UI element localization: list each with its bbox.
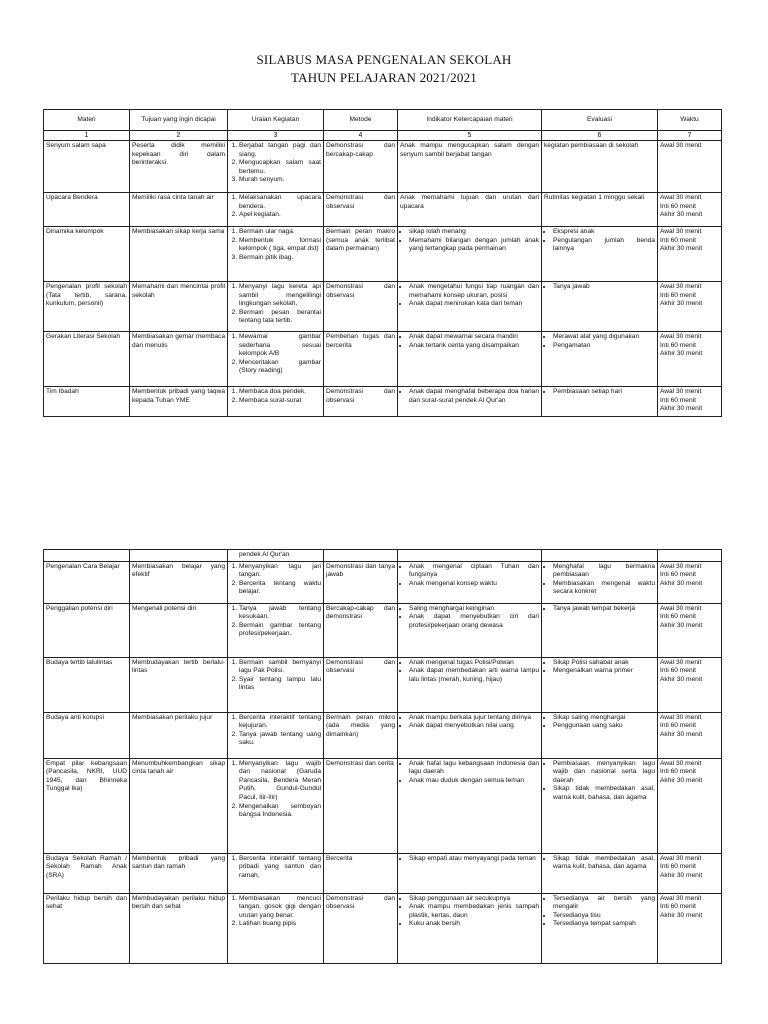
materi-cell: Tim Ibadah	[44, 387, 130, 417]
document-subtitle: TAHUN PELAJARAN 2021/2021	[291, 70, 477, 85]
evaluasi-cell	[542, 893, 658, 963]
indikator-item: • Anak dapat menghafal beberapa doa harian dan surat-surat pendek Al Qur'an	[409, 388, 539, 405]
metode-cell: Bermain peran makro (semua anak terlibat dalam permainan)	[324, 227, 398, 282]
indikator-cell	[398, 853, 542, 893]
uraian-item: 3. Bermain pitik ibag.	[239, 254, 321, 263]
materi-cell: Upacara Bendera	[44, 193, 130, 227]
indikator-item: • Anak dapat menyebutkan ciri dari profesi/pekerjaan orang dewasa	[409, 613, 539, 630]
evaluasi-cell	[542, 853, 658, 893]
evaluasi-item: • Tersedianya tempat sampah	[553, 920, 655, 929]
uraian-cell	[228, 853, 324, 893]
evaluasi-cell	[542, 193, 658, 227]
tujuan-cell: Memahami dan mencintai profil sekolah	[130, 282, 228, 332]
indikator-item: • Anak hafal lagu kebangsaan Indonesia dan lagu daerah	[409, 760, 539, 777]
tujuan-cell: Membudayakan tertib berlalu-lintas	[130, 657, 228, 712]
indikator-item: • Sikap empati atau menyayangi pada teman	[409, 855, 539, 864]
uraian-list	[230, 142, 321, 185]
uraian-cell	[228, 332, 324, 387]
header-metode: Metode	[324, 110, 398, 131]
uraian-item: 2. Bermain gambar tentang profesi/pekerjaan.	[239, 622, 321, 639]
uraian-item: 1. Tanya jawab tentang kesukaan.	[239, 605, 321, 622]
uraian-item: 1. Menyanyi lagu kereta api sambil mengelilingi lingkungan sekolah,	[239, 283, 321, 309]
waktu-line: Inti 60 menit	[660, 613, 696, 621]
indikator-cell	[398, 141, 542, 193]
waktu-line: Akhir 30 menit	[660, 675, 703, 683]
evaluasi-item: • Sikap Polisi sahabat anak	[553, 659, 655, 668]
tujuan-cell: Membiasakan belajar yang efektif	[130, 561, 228, 603]
tujuan-cell: Membiasakan gemar membaca dan menulis	[130, 332, 228, 387]
uraian-cell	[228, 712, 324, 758]
document-title: SILABUS MASA PENGENALAN SEKOLAH	[256, 52, 512, 67]
uraian-cell	[228, 227, 324, 282]
waktu-line: Inti 60 menit	[660, 571, 696, 579]
evaluasi-item: • Tanya jawab	[553, 283, 655, 292]
materi-cell: Perilaku hidup bersih dan sehat	[44, 893, 130, 963]
evaluasi-item: • Penggunaan uang saku	[553, 722, 655, 731]
tujuan-cell: Membentuk pribadi yang taqwa kepada Tuhan YME	[130, 387, 228, 417]
waktu-cell	[658, 893, 722, 963]
uraian-item: 2. Syair tentang lampu lalu lintas	[239, 676, 321, 693]
header-materi: Materi	[44, 110, 130, 131]
waktu-line: Awal 30 menit	[660, 194, 702, 201]
materi-cell: Senyum salam sapa	[44, 141, 130, 193]
indikator-list	[400, 388, 539, 405]
materi-cell: Budaya tertib lalulintas	[44, 657, 130, 712]
syllabus-table-page-1	[43, 109, 722, 417]
tujuan-cell: Membudayakan perilaku hidup bersih dan sehat	[130, 893, 228, 963]
waktu-line: Inti 60 menit	[660, 863, 696, 871]
evaluasi-item: • Sikap tidak membedakan asal, warna kulit, bahasa, dan agama	[553, 785, 655, 802]
evaluasi-item: • Pembiasaan setiap hari	[553, 388, 655, 397]
waktu-line: Inti 60 menit	[660, 903, 696, 911]
column-number: 6	[542, 131, 658, 141]
indikator-list	[400, 563, 539, 589]
uraian-item: 2. Latihan buang pipis	[239, 920, 321, 929]
uraian-item: 1. Bercerita interaktif tentang pribadi yang santun dan ramah.	[239, 855, 321, 881]
evaluasi-item: • Pembiasaan menyanyikan lagu wajib dan nasional serta lagu daerah	[553, 760, 655, 786]
waktu-line: Awal 30 menit	[660, 283, 702, 290]
evaluasi-item: • Tersedianya tisu	[553, 912, 655, 921]
uraian-cell	[228, 282, 324, 332]
evaluasi-cell	[542, 141, 658, 193]
evaluasi-cell	[542, 561, 658, 603]
uraian-list	[230, 228, 321, 262]
evaluasi-item: • Merawat alat yang digunakan	[553, 333, 655, 342]
uraian-item: 2. Bercerita tentang waktu belajar.	[239, 580, 321, 597]
indikator-item: • Anak mampu membedakan jenis sampah plastik, kertas, daun	[409, 903, 539, 920]
uraian-item: 2. Apel kegiatan.	[239, 211, 321, 220]
waktu-cell	[658, 282, 722, 332]
table-row	[44, 282, 722, 332]
evaluasi-list	[544, 388, 655, 397]
indikator-list	[400, 228, 539, 254]
uraian-item: 1. Mewarnai gambar sederhana sesuai kelompok A/B	[239, 333, 321, 359]
uraian-cell	[228, 603, 324, 657]
waktu-cell	[658, 141, 722, 193]
evaluasi-item: • Sikap tidak membedakan asal, warna kulit, bahasa, dan agama	[553, 855, 655, 872]
uraian-cell	[228, 141, 324, 193]
waktu-line: Inti 60 menit	[660, 291, 696, 299]
table-body	[44, 141, 722, 417]
indikator-list	[400, 855, 539, 864]
uraian-list	[230, 283, 321, 326]
indikator-item: • Sikap penggunaan air secukupnya	[409, 895, 539, 904]
waktu-line: Akhir 30 menit	[660, 405, 703, 413]
waktu-line: Awal 30 menit	[660, 388, 702, 395]
materi-cell: Pengenalan Cara Belajar	[44, 561, 130, 603]
uraian-item: 3. Murah senyum.	[239, 176, 321, 185]
uraian-item: 2. Tanya jawab tentang uang saku.	[239, 731, 321, 748]
waktu-cell	[658, 193, 722, 227]
materi-cell: Pengenalan profil sekolah (Tata tertib, sarana, kurikulum, personil)	[44, 282, 130, 332]
evaluasi-item: • Pengulangan jumlah benda lainnya	[553, 237, 655, 254]
evaluasi-cell	[542, 332, 658, 387]
uraian-cell	[228, 893, 324, 963]
waktu-line: Inti 60 menit	[660, 722, 696, 730]
evaluasi-cell	[542, 657, 658, 712]
uraian-list	[230, 333, 321, 376]
evaluasi-cell	[542, 387, 658, 417]
indikator-item: • sikap lolah menang	[409, 228, 539, 237]
waktu-line: Awal 30 menit	[660, 562, 702, 570]
metode-cell: Demonstrasi dan cerita	[324, 758, 398, 853]
indikator-item: • Anak dapat membedakan arti warna lampu lalu lintas (merah, kuning, hijau)	[409, 667, 539, 684]
indikator-cell	[398, 603, 542, 657]
waktu-line: Awal 30 menit	[660, 713, 702, 721]
waktu-line: Akhir 30 menit	[660, 211, 703, 219]
waktu-line: Akhir 30 menit	[660, 300, 703, 308]
indikator-line: Anak memahami tujuan dan urutan dari upacara	[400, 194, 539, 210]
evaluasi-list	[544, 855, 655, 872]
indikator-item: • Saling menghargai keinginan	[409, 605, 539, 614]
uraian-item: 1. Menyanyikan lagu jari tangan.	[239, 563, 321, 580]
table-row	[44, 332, 722, 387]
uraian-list	[230, 605, 321, 639]
tujuan-cell: Menumbuhkembangkan sikap cinta tanah air	[130, 758, 228, 853]
uraian-list	[230, 760, 321, 820]
waktu-line: Inti 60 menit	[660, 202, 696, 210]
uraian-item: 1. Membaca doa pendek.	[239, 388, 321, 397]
evaluasi-list	[544, 895, 655, 929]
indikator-list	[400, 333, 539, 350]
table-row	[44, 657, 722, 712]
materi-cell: Budaya anti korupsi	[44, 712, 130, 758]
table-body	[44, 550, 722, 964]
waktu-line: Awal 30 menit	[660, 759, 702, 767]
tujuan-cell: Mengenali potensi diri	[130, 603, 228, 657]
indikator-cell	[398, 387, 542, 417]
materi-cell: Budaya Sekolah Ramah / Sekolah Ramah Anak (SRA)	[44, 853, 130, 893]
indikator-item: • Kuku anak bersih	[409, 920, 539, 929]
waktu-line: Akhir 30 menit	[660, 579, 703, 587]
indikator-item: • Anak mengetahui fungsi tiap ruangan dan memahami konsep ukuran, posisi	[409, 283, 539, 300]
tujuan-cell: Membentuk pribadi yang santun dan ramah	[130, 853, 228, 893]
materi-cell: Dinamika kelompok	[44, 227, 130, 282]
metode-cell: Bercakap-cakap dan demonstrasi	[324, 603, 398, 657]
table-row	[44, 141, 722, 193]
materi-cell: Empat pilar kebangsaan (Pancasila, NKRI, UUD 1945, dan Bhinneka Tunggal Ika)	[44, 758, 130, 853]
indikator-item: • Anak dapat menirukan kata dari teman	[409, 300, 539, 309]
evaluasi-cell	[542, 227, 658, 282]
metode-cell: Bermain peran mikro (ada media yang dimainkan)	[324, 712, 398, 758]
evaluasi-list	[544, 659, 655, 676]
waktu-line: Inti 60 menit	[660, 396, 696, 404]
waktu-cell	[658, 712, 722, 758]
waktu-line: Awal 30 menit	[660, 333, 702, 340]
indikator-list	[400, 605, 539, 631]
column-number: 2	[130, 131, 228, 141]
header-evaluasi: Evaluasi	[542, 110, 658, 131]
uraian-item: 2. Menceritakan gambar (Story reading)	[239, 359, 321, 376]
indikator-item: • Anak mau duduk dengan semua teman	[409, 777, 539, 786]
waktu-line: Akhir 30 menit	[660, 776, 703, 784]
uraian-cell	[228, 193, 324, 227]
indikator-list	[400, 659, 539, 685]
waktu-line: Awal 30 menit	[660, 142, 702, 149]
table-row	[44, 853, 722, 893]
metode-cell: Demonstrasi dan observasi	[324, 387, 398, 417]
metode-cell: Pemberian tugas dan bercerita	[324, 332, 398, 387]
indikator-cell	[398, 282, 542, 332]
waktu-cell	[658, 603, 722, 657]
continuation-row	[44, 550, 722, 562]
column-number: 1	[44, 131, 130, 141]
uraian-cell	[228, 758, 324, 853]
waktu-line: Awal 30 menit	[660, 854, 702, 862]
waktu-line: Awal 30 menit	[660, 894, 702, 902]
evaluasi-list	[544, 605, 655, 614]
evaluasi-line: kegiatan pembiasaan di sekolah	[544, 142, 639, 149]
uraian-item: 1. Menyanyikan lagu wajib dan nasional (Garuda Pancasila, Bendera Merah Putih, Gundul-Gundul Pacul, Ilir-Ilir)	[239, 760, 321, 803]
table-row	[44, 712, 722, 758]
continuation-text: pendek Al Qur'an	[228, 550, 324, 562]
header-indikator: Indikator Ketercapaian materi	[398, 110, 542, 131]
uraian-list	[230, 714, 321, 748]
uraian-item: 2. Membentuk formasi kelompok ( tiga, empat dst)	[239, 237, 321, 254]
column-number: 5	[398, 131, 542, 141]
evaluasi-list	[544, 563, 655, 597]
header-row	[44, 110, 722, 131]
uraian-item: 2. Membaca surat-surat	[239, 397, 321, 406]
evaluasi-line: Rutinitas kegiatan 1 minggu sekali	[544, 194, 645, 201]
syllabus-table-page-2	[43, 549, 722, 964]
indikator-item: • Anak mampu berkata jujur tentang dirinya	[409, 714, 539, 723]
indikator-list	[400, 895, 539, 929]
uraian-list	[230, 659, 321, 693]
uraian-item: 2. Bermain pesan berantai tentang tata tertib.	[239, 309, 321, 326]
table-row	[44, 603, 722, 657]
evaluasi-cell	[542, 603, 658, 657]
waktu-line: Akhir 30 menit	[660, 621, 703, 629]
evaluasi-list	[544, 333, 655, 350]
indikator-list	[400, 760, 539, 786]
indikator-cell	[398, 227, 542, 282]
uraian-item: 1. Bercerita interaktif tentang kejujuran.	[239, 714, 321, 731]
waktu-line: Akhir 30 menit	[660, 350, 703, 358]
indikator-list	[400, 714, 539, 731]
evaluasi-item: • Menghafal lagu bermakna pembiasaan	[553, 563, 655, 580]
indikator-list	[400, 283, 539, 309]
waktu-line: Inti 60 menit	[660, 341, 696, 349]
indikator-item: • Anak dapat mewarnai secara mandiri	[409, 333, 539, 342]
waktu-cell	[658, 561, 722, 603]
tujuan-cell: Membiasakan perilaku jujur	[130, 712, 228, 758]
waktu-cell	[658, 853, 722, 893]
evaluasi-item: • Sikap saling menghargai	[553, 714, 655, 723]
waktu-cell	[658, 657, 722, 712]
waktu-line: Awal 30 menit	[660, 228, 702, 235]
uraian-cell	[228, 657, 324, 712]
uraian-item: 1. Berjabat tangan pagi dan siang.	[239, 142, 321, 159]
evaluasi-cell	[542, 758, 658, 853]
table-row	[44, 561, 722, 603]
header-waktu: Waktu	[658, 110, 722, 131]
waktu-line: Akhir 30 menit	[660, 245, 703, 253]
indikator-item: • Anak mengenal konsep waktu	[409, 580, 539, 589]
table-row	[44, 227, 722, 282]
waktu-line: Inti 60 menit	[660, 236, 696, 244]
metode-cell: Bercerita	[324, 853, 398, 893]
uraian-item: 1. Melaksanakan upacara bendera.	[239, 194, 321, 211]
uraian-cell	[228, 387, 324, 417]
metode-cell: Demonstrasi dan observasi	[324, 193, 398, 227]
evaluasi-list	[544, 283, 655, 292]
waktu-line: Akhir 30 menit	[660, 730, 703, 738]
uraian-item: 1. Membiasakan mencuci tangan, gosok gigi dengan urutan yang benar.	[239, 895, 321, 921]
waktu-line: Inti 60 menit	[660, 768, 696, 776]
tujuan-cell: Memiliki rasa cinta tanah air	[130, 193, 228, 227]
evaluasi-item: • Tanya jawab tempat bekerja	[553, 605, 655, 614]
column-number: 4	[324, 131, 398, 141]
uraian-item: 1. Bermain ular naga.	[239, 228, 321, 237]
waktu-line: Inti 60 menit	[660, 667, 696, 675]
header-tujuan: Tujuan yang ingin dicapai	[130, 110, 228, 131]
indikator-item: • Anak mengenal ciptaan Tuhan dan fungsinya	[409, 563, 539, 580]
header-uraian: Uraian Kegiatan	[228, 110, 324, 131]
evaluasi-cell	[542, 712, 658, 758]
uraian-item: 2. Mengucapkan salam saat bertemu.	[239, 159, 321, 176]
waktu-line: Awal 30 menit	[660, 658, 702, 666]
indikator-item: • Anak tertarik cerita yang disampaikan	[409, 342, 539, 351]
indikator-cell	[398, 561, 542, 603]
metode-cell: Demonstrasi dan tanya jawab	[324, 561, 398, 603]
indikator-item: • Memahami bilangan dengan jumlah anak yang tertangkap pada permainan	[409, 237, 539, 254]
indikator-cell	[398, 193, 542, 227]
uraian-list	[230, 388, 321, 405]
table-row	[44, 387, 722, 417]
evaluasi-item: • Ekspresi anak	[553, 228, 655, 237]
evaluasi-item: • Tersedianya air bersih yang mengalir	[553, 895, 655, 912]
uraian-cell	[228, 561, 324, 603]
indikator-cell	[398, 712, 542, 758]
uraian-list	[230, 855, 321, 881]
materi-cell: Penggalian potensi diri	[44, 603, 130, 657]
uraian-list	[230, 194, 321, 220]
indikator-cell	[398, 893, 542, 963]
materi-cell: Gerakan Literasi Sekolah	[44, 332, 130, 387]
metode-cell: Demonstrasi dan bercakap-cakap	[324, 141, 398, 193]
metode-cell: Demonstrasi dan observasi	[324, 657, 398, 712]
column-number: 3	[228, 131, 324, 141]
indikator-item: • Anak mengenal tugas Polisi/Polwan	[409, 659, 539, 668]
evaluasi-list	[544, 228, 655, 254]
uraian-list	[230, 563, 321, 597]
waktu-line: Akhir 30 menit	[660, 911, 703, 919]
table-row	[44, 193, 722, 227]
evaluasi-item: • Membiasakan mengenal waktu secara konkret	[553, 580, 655, 597]
column-number-row	[44, 131, 722, 141]
indikator-cell	[398, 657, 542, 712]
tujuan-cell: Membiasakan sikap kerja sama	[130, 227, 228, 282]
evaluasi-list	[544, 760, 655, 803]
indikator-line: Anak mampu mengucapkan salam dengan senyum sambil berjabat tangan	[400, 142, 539, 158]
waktu-line: Awal 30 menit	[660, 604, 702, 612]
evaluasi-item: • Mengenalkan warna primer	[553, 667, 655, 676]
table-row	[44, 893, 722, 963]
waktu-cell	[658, 227, 722, 282]
waktu-cell	[658, 387, 722, 417]
indikator-cell	[398, 332, 542, 387]
column-number: 7	[658, 131, 722, 141]
metode-cell: Demonstrasi dan observasi	[324, 282, 398, 332]
metode-cell: Demonstrasi dan observasi	[324, 893, 398, 963]
uraian-item: 1. Bermain sambil bernyanyi lagu Pak Polisi.	[239, 659, 321, 676]
uraian-item: 2. Mengenalkan semboyan bangsa Indonesia.	[239, 803, 321, 820]
indikator-item: • Anak dapat menyebutkan nilai uang	[409, 722, 539, 731]
table-row	[44, 758, 722, 853]
waktu-cell	[658, 758, 722, 853]
evaluasi-item: • Pengamatan	[553, 342, 655, 351]
indikator-cell	[398, 758, 542, 853]
waktu-line: Akhir 30 menit	[660, 871, 703, 879]
uraian-list	[230, 895, 321, 929]
evaluasi-cell	[542, 282, 658, 332]
waktu-cell	[658, 332, 722, 387]
tujuan-cell: Peserta didik memiliki kepekaan diri dalam berinteraksi.	[130, 141, 228, 193]
evaluasi-list	[544, 714, 655, 731]
